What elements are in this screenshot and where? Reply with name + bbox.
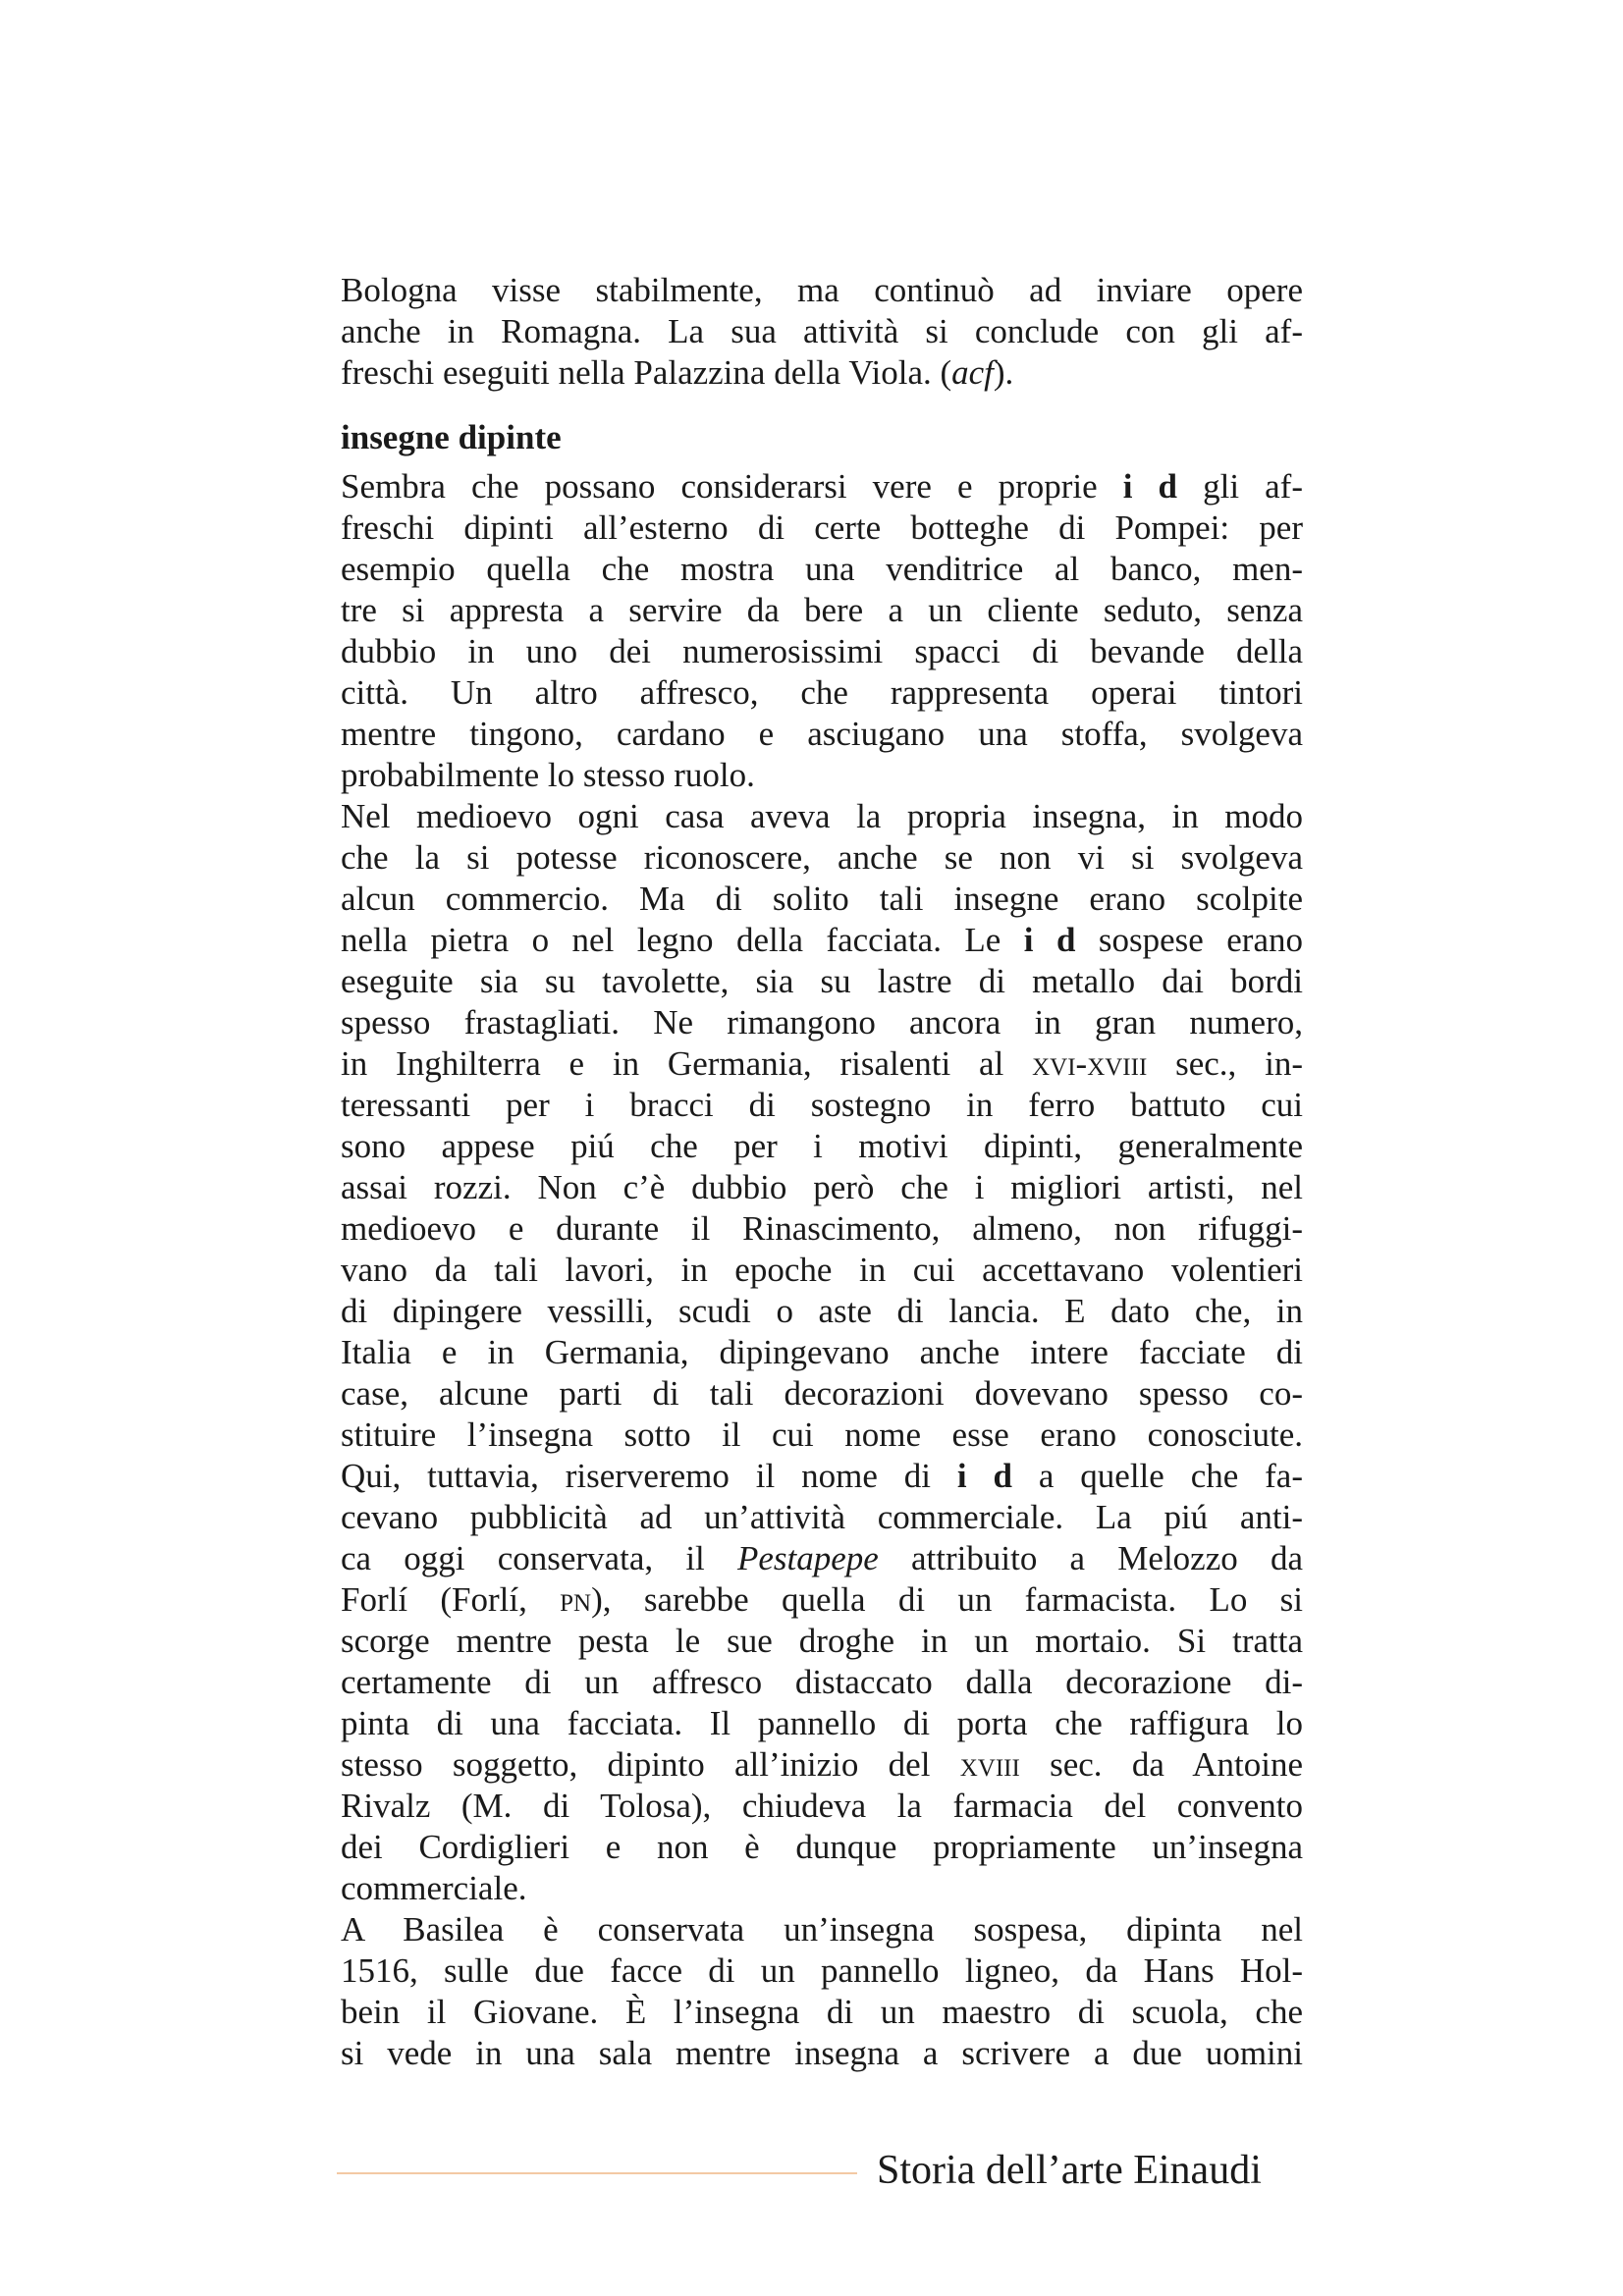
text-line: si vede in una sala mentre insegna a scrivere a due uomini [341,2034,1303,2072]
text-line: probabilmente lo stesso ruolo. [341,756,755,794]
term-abbreviation: i d [1122,467,1178,506]
text-line: ca oggi conservata, il Pestapepe attribuito a Melozzo da [341,1539,1303,1577]
text-line: dubbio in uno dei numerosissimi spacci di bevande della [341,632,1303,670]
term-abbreviation: i d [1023,921,1076,959]
text-line: A Basilea è conservata un’insegna sospesa, dipinta nel [341,1910,1303,1949]
text-line: Bologna visse stabilmente, ma continuò ad inviare opere [341,271,1303,309]
body-text [341,270,1303,2074]
text-line: stituire l’insegna sotto il cui nome esse erano conosciute. [341,1415,1303,1454]
text-line: freschi eseguiti nella Palazzina della Viola. (acf). [341,353,1014,392]
text-line: case, alcune parti di tali decorazioni dovevano spesso co- [341,1374,1303,1413]
artwork-title: Pestapepe [736,1539,879,1577]
museum-abbreviation: pn [560,1580,592,1619]
text-line: teressanti per i bracci di sostegno in ferro battuto cui [341,1086,1303,1124]
century-numeral: xvi-xviii [1032,1044,1148,1083]
entry-heading: insegne dipinte [341,418,562,456]
text-line: sono appese piú che per i motivi dipinti, generalmente [341,1127,1303,1165]
footer-divider [337,2172,857,2174]
text-line: esempio quella che mostra una venditrice al banco, men- [341,550,1303,588]
text-line: dei Cordiglieri e non è dunque propriamente un’insegna [341,1828,1303,1866]
text-line: Qui, tuttavia, riserveremo il nome di i d a quelle che fa- [341,1457,1303,1495]
text-line: che la si potesse riconoscere, anche se non vi si svolgeva [341,838,1303,877]
text-line: freschi dipinti all’esterno di certe botteghe di Pompei: per [341,508,1303,547]
text-line: tre si appresta a servire da bere a un cliente seduto, senza [341,591,1303,629]
text-line: eseguite sia su tavolette, sia su lastre di metallo dai bordi [341,962,1303,1000]
text-line: spesso frastagliati. Ne rimangono ancora in gran numero, [341,1003,1303,1041]
text-line: vano da tali lavori, in epoche in cui accettavano volentieri [341,1251,1303,1289]
text-line: cevano pubblicità ad un’attività commerciale. La piú anti- [341,1498,1303,1536]
text-line: commerciale. [341,1869,527,1907]
text-line: pinta di una facciata. Il pannello di porta che raffigura lo [341,1704,1303,1742]
text-line: mentre tingono, cardano e asciugano una stoffa, svolgeva [341,715,1303,753]
author-initials: acf [951,353,994,392]
text-line: anche in Romagna. La sua attività si conclude con gli af- [341,312,1303,350]
text-line: Sembra che possano considerarsi vere e proprie i d gli af- [341,467,1303,506]
text-line: 1516, sulle due facce di un pannello ligneo, da Hans Hol- [341,1951,1303,1990]
footer-title: Storia dell’arte Einaudi [877,2148,1262,2193]
term-abbreviation: i d [956,1457,1012,1495]
text-line: Italia e in Germania, dipingevano anche intere facciate di [341,1333,1303,1371]
text-line: medioevo e durante il Rinascimento, almeno, non rifuggi- [341,1209,1303,1248]
text-line: stesso soggetto, dipinto all’inizio del xviii sec. da Antoine [341,1745,1303,1784]
text-line: Forlí (Forlí, pn), sarebbe quella di un farmacista. Lo si [341,1580,1303,1619]
text-line: Nel medioevo ogni casa aveva la propria insegna, in modo [341,797,1303,835]
century-numeral: xviii [959,1745,1020,1784]
text-line: scorge mentre pesta le sue droghe in un mortaio. Si tratta [341,1622,1303,1660]
text-line: bein il Giovane. È l’insegna di un maestro di scuola, che [341,1993,1303,2031]
text-line: di dipingere vessilli, scudi o aste di lancia. E dato che, in [341,1292,1303,1330]
text-line: in Inghilterra e in Germania, risalenti al xvi-xviii sec., in- [341,1044,1303,1083]
text-line: assai rozzi. Non c’è dubbio però che i migliori artisti, nel [341,1168,1303,1206]
text-line: alcun commercio. Ma di solito tali insegne erano scolpite [341,880,1303,918]
text-line: nella pietra o nel legno della facciata. Le i d sospese erano [341,921,1303,959]
text-line: città. Un altro affresco, che rappresenta operai tintori [341,673,1303,712]
text-line: Rivalz (M. di Tolosa), chiudeva la farmacia del convento [341,1787,1303,1825]
text-line: certamente di un affresco distaccato dalla decorazione di- [341,1663,1303,1701]
